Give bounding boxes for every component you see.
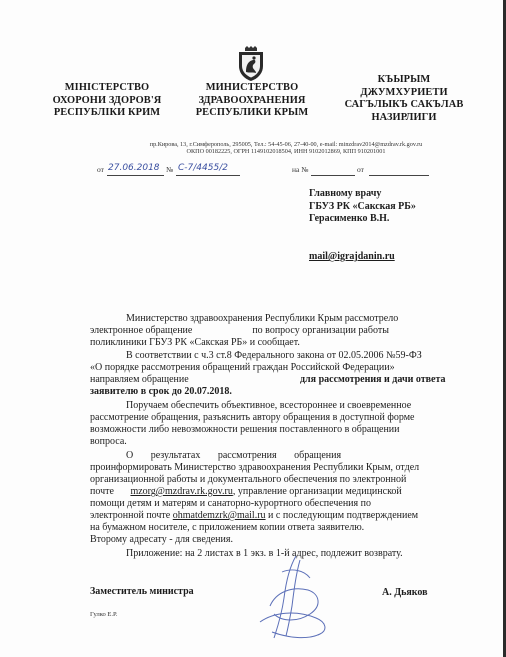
paragraph-2-text: направляем обращение: [90, 374, 189, 385]
attachment-note: Приложение: на 2 листах в 1 экз. в 1-й адрес, подлежит возврату.: [126, 548, 403, 559]
reg-num-label: №: [166, 165, 174, 174]
paragraph-4-line-2: проинформировать Министерство здравоохранения Республики Крым, отдел: [90, 462, 420, 473]
header-line: РЕСПУБЛІКИ КРИМ: [53, 107, 161, 118]
second-addressee-note: Второму адресату - для сведения.: [90, 534, 233, 545]
reply-to-date-label: от: [357, 165, 364, 174]
paragraph-3-line-3: возможности либо невозможности решения поставленного в обращении: [90, 424, 400, 435]
reply-to-num-label: на №: [292, 165, 309, 174]
paragraph-2-deadline: заявителю в срок до 20.07.2018.: [90, 386, 232, 397]
paragraph-2-bold-text: для рассмотрения и дачи ответа: [300, 374, 446, 385]
paragraph-4-line-4: [90, 486, 458, 498]
ministry-address: пр.Кирова, 13, г.Симферополь, 295005, Тел.: 54-45-06, 27-40-00, e-mail: minzdrav2014@mzdrav.rk.gov.ru: [149, 141, 423, 148]
signatory-name: А. Дьяков: [382, 587, 428, 598]
reg-date-handwritten: 27.06.2018: [108, 163, 160, 173]
paragraph-3-line-2: рассмотрение обращения, разъяснить автору обращения в доступной форме: [90, 412, 415, 423]
paragraph-2-line-3: [90, 374, 458, 386]
ministry-codes: ОКПО 00182225, ОГРН 1149102018504, ИНН 9102012869, КПП 910201001: [186, 148, 386, 155]
header-right-crimean-tatar: [334, 74, 474, 124]
header-line: МІНІСТЕРСТВО: [64, 82, 150, 93]
paragraph-1-line-1: Министерство здравоохранения Республики Крым рассмотрело: [126, 313, 399, 324]
paragraph-3-line-4: вопроса.: [90, 436, 127, 447]
addressee-line: ГБУЗ РК «Сакская РБ»: [309, 200, 416, 212]
addressee-line: Герасименко В.Н.: [309, 213, 390, 224]
coat-of-arms-icon: [236, 46, 266, 82]
organization-email-link[interactable]: mzorg@mzdrav.rk.gov.ru: [130, 486, 233, 497]
addressee-email: [309, 251, 395, 263]
paragraph-4-text: почте: [90, 486, 114, 497]
paragraph-2-line-2: «О порядке рассмотрения обращений граждан Российской Федерации»: [90, 362, 395, 373]
paragraph-1-line-3: поликлиники ГБУЗ РК «Сакская РБ» и сообщает.: [90, 337, 300, 348]
addressee-line: Главному врачу: [309, 188, 382, 199]
paragraph-4-text: и с последующим подтверждением: [268, 510, 419, 521]
paragraph-4-text: , управление организации медицинской: [232, 486, 402, 497]
header-center-russian: [184, 82, 320, 120]
header-left-ukrainian: [44, 82, 170, 120]
paragraph-4-line-7: на бумажном носителе, с приложением копии ответа заявителю.: [90, 522, 365, 533]
paragraph-4-text: электронной почте: [90, 510, 171, 521]
paragraph-4-line-6: [90, 510, 458, 522]
paragraph-2-line-1: В соответствии с ч.3 ст.8 Федерального закона от 02.05.2006 №59-ФЗ: [126, 350, 422, 361]
header-line: ЗДРАВООХРАНЕНИЯ: [198, 94, 306, 106]
executor-name: Гулко Е.Р.: [90, 611, 118, 618]
header-line: ОХОРОНИ ЗДОРОВ'Я: [52, 94, 162, 106]
handwritten-signature: [252, 552, 334, 644]
paragraph-4-line-5: помощи детям и матерям и санаторно-курортного обеспечения по: [90, 498, 371, 509]
header-line: ДЖУМХУРИЕТИ: [360, 86, 448, 98]
header-line: КЪЫРЫМ: [377, 74, 431, 85]
signatory-position: Заместитель министра: [90, 586, 194, 597]
maternity-email-link[interactable]: ohmatdemzrk@mail.ru: [172, 510, 266, 521]
reg-from-label: от: [97, 165, 104, 174]
paragraph-4-line-1: О результатах рассмотрения обращения: [126, 450, 342, 461]
paragraph-3-line-1: Поручаем обеспечить объективное, всестороннее и своевременное: [126, 400, 412, 411]
header-line: САГЪЛЫКЪ САКЪЛАВ: [344, 99, 464, 110]
header-line: МИНИСТЕРСТВО: [205, 82, 299, 93]
header-line: НАЗИРЛИГИ: [371, 111, 437, 123]
addressee-block: [309, 188, 416, 226]
addressee-email-text: mail@igrajdanin.ru: [309, 251, 395, 262]
paragraph-1-line-2: электронное обращение по вопросу организации работы: [90, 325, 389, 336]
paragraph-4-line-3: организационной работы и документального обеспечения по электронной: [90, 474, 407, 485]
header-line: РЕСПУБЛИКИ КРЫМ: [195, 107, 309, 118]
reg-number-handwritten: С-7/4455/2: [178, 163, 228, 173]
